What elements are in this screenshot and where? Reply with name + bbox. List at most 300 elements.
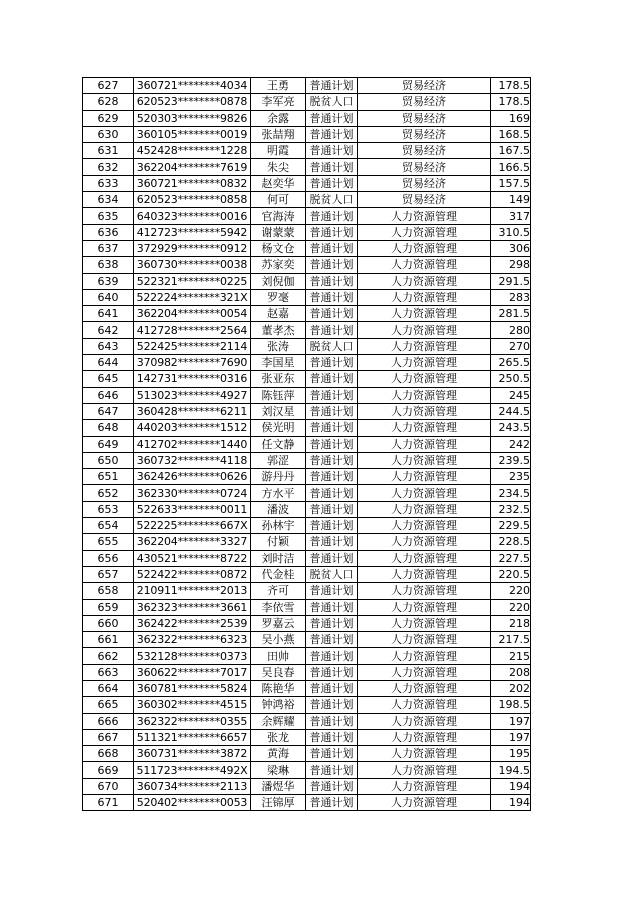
- table-row: [83, 746, 531, 762]
- score-value: 250.5: [491, 371, 531, 387]
- score-value: 157.5: [491, 175, 531, 191]
- score-value: 220: [491, 599, 531, 615]
- plan-type: 普通计划: [306, 355, 358, 371]
- row-number: 645: [83, 371, 134, 387]
- plan-type: 普通计划: [306, 322, 358, 338]
- candidate-name: 朱尖: [251, 159, 306, 175]
- table-row: [83, 501, 531, 517]
- major-name: 人力资源管理: [358, 240, 491, 256]
- major-name: 贸易经济: [358, 110, 491, 126]
- table-row: [83, 518, 531, 534]
- score-value: 220: [491, 583, 531, 599]
- row-number: 648: [83, 420, 134, 436]
- candidate-table-body: [83, 78, 531, 811]
- plan-type: 普通计划: [306, 550, 358, 566]
- major-name: 人力资源管理: [358, 257, 491, 273]
- id-number: 412728********2564: [134, 322, 251, 338]
- plan-type: 普通计划: [306, 273, 358, 289]
- plan-type: 脱贫人口: [306, 338, 358, 354]
- candidate-name: 李军亮: [251, 94, 306, 110]
- table-row: [83, 729, 531, 745]
- id-number: 620523********0878: [134, 94, 251, 110]
- plan-type: 普通计划: [306, 599, 358, 615]
- row-number: 662: [83, 648, 134, 664]
- id-number: 360730********0038: [134, 257, 251, 273]
- major-name: 人力资源管理: [358, 697, 491, 713]
- major-name: 人力资源管理: [358, 729, 491, 745]
- score-value: 149: [491, 192, 531, 208]
- id-number: 362323********3661: [134, 599, 251, 615]
- id-number: 362204********7619: [134, 159, 251, 175]
- plan-type: 普通计划: [306, 680, 358, 696]
- candidate-name: 李依雪: [251, 599, 306, 615]
- id-number: 360734********2113: [134, 778, 251, 794]
- candidate-name: 李国星: [251, 355, 306, 371]
- plan-type: 普通计划: [306, 126, 358, 142]
- id-number: 430521********8722: [134, 550, 251, 566]
- id-number: 513023********4927: [134, 387, 251, 403]
- table-row: [83, 159, 531, 175]
- id-number: 520402********0053: [134, 795, 251, 811]
- id-number: 360302********4515: [134, 697, 251, 713]
- id-number: 362204********0054: [134, 306, 251, 322]
- major-name: 人力资源管理: [358, 338, 491, 354]
- id-number: 522321********0225: [134, 273, 251, 289]
- plan-type: 普通计划: [306, 143, 358, 159]
- id-number: 360731********3872: [134, 746, 251, 762]
- id-number: 522225********667X: [134, 518, 251, 534]
- table-row: [83, 795, 531, 811]
- table-row: [83, 713, 531, 729]
- candidate-name: 董孝杰: [251, 322, 306, 338]
- id-number: 522422********0872: [134, 566, 251, 582]
- table-row: [83, 143, 531, 159]
- plan-type: 普通计划: [306, 795, 358, 811]
- id-number: 522633********0011: [134, 501, 251, 517]
- major-name: 人力资源管理: [358, 762, 491, 778]
- plan-type: 普通计划: [306, 664, 358, 680]
- score-value: 298: [491, 257, 531, 273]
- row-number: 665: [83, 697, 134, 713]
- plan-type: 普通计划: [306, 713, 358, 729]
- major-name: 人力资源管理: [358, 224, 491, 240]
- id-number: 412723********5942: [134, 224, 251, 240]
- candidate-name: 付颖: [251, 534, 306, 550]
- id-number: 360105********0019: [134, 126, 251, 142]
- table-row: [83, 175, 531, 191]
- row-number: 649: [83, 436, 134, 452]
- plan-type: 普通计划: [306, 501, 358, 517]
- candidate-name: 刘倪伽: [251, 273, 306, 289]
- score-value: 229.5: [491, 518, 531, 534]
- id-number: 532128********0373: [134, 648, 251, 664]
- row-number: 668: [83, 746, 134, 762]
- id-number: 370982********7690: [134, 355, 251, 371]
- plan-type: 普通计划: [306, 240, 358, 256]
- table-row: [83, 240, 531, 256]
- table-row: [83, 289, 531, 305]
- candidate-name: 潘煜华: [251, 778, 306, 794]
- row-number: 636: [83, 224, 134, 240]
- plan-type: 普通计划: [306, 224, 358, 240]
- row-number: 655: [83, 534, 134, 550]
- id-number: 362422********2539: [134, 615, 251, 631]
- major-name: 人力资源管理: [358, 452, 491, 468]
- candidate-name: 张涛: [251, 338, 306, 354]
- major-name: 人力资源管理: [358, 680, 491, 696]
- row-number: 670: [83, 778, 134, 794]
- major-name: 人力资源管理: [358, 420, 491, 436]
- score-value: 194: [491, 778, 531, 794]
- major-name: 人力资源管理: [358, 599, 491, 615]
- id-number: 360721********0832: [134, 175, 251, 191]
- row-number: 637: [83, 240, 134, 256]
- plan-type: 普通计划: [306, 534, 358, 550]
- major-name: 人力资源管理: [358, 746, 491, 762]
- candidate-name: 王勇: [251, 78, 306, 94]
- candidate-name: 钟鸿裕: [251, 697, 306, 713]
- table-row: [83, 387, 531, 403]
- major-name: 人力资源管理: [358, 355, 491, 371]
- candidate-name: 任文静: [251, 436, 306, 452]
- score-value: 280: [491, 322, 531, 338]
- row-number: 659: [83, 599, 134, 615]
- row-number: 671: [83, 795, 134, 811]
- score-value: 198.5: [491, 697, 531, 713]
- major-name: 人力资源管理: [358, 795, 491, 811]
- table-row: [83, 485, 531, 501]
- candidate-name: 齐可: [251, 583, 306, 599]
- score-value: 227.5: [491, 550, 531, 566]
- plan-type: 普通计划: [306, 583, 358, 599]
- table-row: [83, 648, 531, 664]
- table-row: [83, 94, 531, 110]
- table-row: [83, 371, 531, 387]
- row-number: 629: [83, 110, 134, 126]
- row-number: 666: [83, 713, 134, 729]
- plan-type: 普通计划: [306, 159, 358, 175]
- plan-type: 普通计划: [306, 632, 358, 648]
- table-row: [83, 338, 531, 354]
- candidate-name: 梁琳: [251, 762, 306, 778]
- candidate-name: 田帅: [251, 648, 306, 664]
- candidate-name: 方水平: [251, 485, 306, 501]
- table-row: [83, 550, 531, 566]
- plan-type: 普通计划: [306, 257, 358, 273]
- candidate-name: 汪锦厚: [251, 795, 306, 811]
- row-number: 650: [83, 452, 134, 468]
- table-row: [83, 78, 531, 94]
- id-number: 520303********9826: [134, 110, 251, 126]
- candidate-name: 张亚东: [251, 371, 306, 387]
- plan-type: 普通计划: [306, 78, 358, 94]
- table-row: [83, 110, 531, 126]
- row-number: 652: [83, 485, 134, 501]
- candidate-name: 罗嘉云: [251, 615, 306, 631]
- candidate-name: 官海涛: [251, 208, 306, 224]
- major-name: 人力资源管理: [358, 778, 491, 794]
- plan-type: 普通计划: [306, 485, 358, 501]
- candidate-name: 潘波: [251, 501, 306, 517]
- candidate-name: 游丹丹: [251, 469, 306, 485]
- plan-type: 普通计划: [306, 371, 358, 387]
- row-number: 663: [83, 664, 134, 680]
- major-name: 人力资源管理: [358, 518, 491, 534]
- score-value: 220.5: [491, 566, 531, 582]
- candidate-name: 赵奕华: [251, 175, 306, 191]
- id-number: 362322********6323: [134, 632, 251, 648]
- table-row: [83, 126, 531, 142]
- major-name: 人力资源管理: [358, 436, 491, 452]
- major-name: 人力资源管理: [358, 469, 491, 485]
- score-value: 317: [491, 208, 531, 224]
- row-number: 656: [83, 550, 134, 566]
- major-name: 人力资源管理: [358, 648, 491, 664]
- candidate-name: 谢蒙蒙: [251, 224, 306, 240]
- score-value: 243.5: [491, 420, 531, 436]
- major-name: 人力资源管理: [358, 550, 491, 566]
- row-number: 644: [83, 355, 134, 371]
- row-number: 627: [83, 78, 134, 94]
- major-name: 人力资源管理: [358, 371, 491, 387]
- candidate-table: [82, 77, 531, 811]
- table-row: [83, 273, 531, 289]
- row-number: 628: [83, 94, 134, 110]
- table-row: [83, 436, 531, 452]
- score-value: 235: [491, 469, 531, 485]
- candidate-name: 余露: [251, 110, 306, 126]
- major-name: 人力资源管理: [358, 403, 491, 419]
- row-number: 643: [83, 338, 134, 354]
- score-value: 270: [491, 338, 531, 354]
- plan-type: 脱贫人口: [306, 94, 358, 110]
- plan-type: 普通计划: [306, 452, 358, 468]
- plan-type: 普通计划: [306, 615, 358, 631]
- score-value: 281.5: [491, 306, 531, 322]
- id-number: 640323********0016: [134, 208, 251, 224]
- candidate-name: 罗毫: [251, 289, 306, 305]
- score-value: 265.5: [491, 355, 531, 371]
- row-number: 647: [83, 403, 134, 419]
- score-value: 208: [491, 664, 531, 680]
- plan-type: 普通计划: [306, 729, 358, 745]
- row-number: 646: [83, 387, 134, 403]
- score-value: 194.5: [491, 762, 531, 778]
- candidate-name: 赵嘉: [251, 306, 306, 322]
- plan-type: 普通计划: [306, 387, 358, 403]
- row-number: 634: [83, 192, 134, 208]
- table-row: [83, 664, 531, 680]
- row-number: 639: [83, 273, 134, 289]
- score-value: 195: [491, 746, 531, 762]
- row-number: 657: [83, 566, 134, 582]
- table-row: [83, 355, 531, 371]
- score-value: 245: [491, 387, 531, 403]
- score-value: 239.5: [491, 452, 531, 468]
- major-name: 人力资源管理: [358, 713, 491, 729]
- major-name: 人力资源管理: [358, 664, 491, 680]
- major-name: 人力资源管理: [358, 615, 491, 631]
- major-name: 贸易经济: [358, 175, 491, 191]
- major-name: 贸易经济: [358, 192, 491, 208]
- major-name: 人力资源管理: [358, 534, 491, 550]
- row-number: 631: [83, 143, 134, 159]
- major-name: 人力资源管理: [358, 306, 491, 322]
- id-number: 412702********1440: [134, 436, 251, 452]
- table-row: [83, 566, 531, 582]
- table-row: [83, 257, 531, 273]
- major-name: 贸易经济: [358, 78, 491, 94]
- candidate-name: 苏家奕: [251, 257, 306, 273]
- major-name: 贸易经济: [358, 159, 491, 175]
- candidate-name: 陈艳华: [251, 680, 306, 696]
- score-value: 197: [491, 729, 531, 745]
- table-row: [83, 208, 531, 224]
- plan-type: 普通计划: [306, 746, 358, 762]
- row-number: 669: [83, 762, 134, 778]
- major-name: 人力资源管理: [358, 387, 491, 403]
- plan-type: 普通计划: [306, 289, 358, 305]
- id-number: 210911********2013: [134, 583, 251, 599]
- candidate-name: 明霞: [251, 143, 306, 159]
- candidate-name: 陈钰萍: [251, 387, 306, 403]
- row-number: 660: [83, 615, 134, 631]
- plan-type: 普通计划: [306, 762, 358, 778]
- plan-type: 普通计划: [306, 697, 358, 713]
- table-row: [83, 192, 531, 208]
- major-name: 人力资源管理: [358, 583, 491, 599]
- candidate-name: 郭涩: [251, 452, 306, 468]
- major-name: 人力资源管理: [358, 485, 491, 501]
- plan-type: 普通计划: [306, 403, 358, 419]
- row-number: 658: [83, 583, 134, 599]
- score-value: 197: [491, 713, 531, 729]
- score-value: 242: [491, 436, 531, 452]
- score-value: 215: [491, 648, 531, 664]
- score-value: 166.5: [491, 159, 531, 175]
- candidate-name: 张喆翔: [251, 126, 306, 142]
- score-value: 234.5: [491, 485, 531, 501]
- score-value: 306: [491, 240, 531, 256]
- id-number: 362204********3327: [134, 534, 251, 550]
- row-number: 651: [83, 469, 134, 485]
- plan-type: 普通计划: [306, 518, 358, 534]
- major-name: 人力资源管理: [358, 208, 491, 224]
- id-number: 620523********0858: [134, 192, 251, 208]
- score-value: 167.5: [491, 143, 531, 159]
- table-row: [83, 778, 531, 794]
- row-number: 667: [83, 729, 134, 745]
- candidate-name: 孙林宇: [251, 518, 306, 534]
- row-number: 638: [83, 257, 134, 273]
- score-value: 218: [491, 615, 531, 631]
- id-number: 511723********492X: [134, 762, 251, 778]
- score-value: 202: [491, 680, 531, 696]
- id-number: 360781********5824: [134, 680, 251, 696]
- major-name: 贸易经济: [358, 126, 491, 142]
- row-number: 640: [83, 289, 134, 305]
- table-row: [83, 599, 531, 615]
- row-number: 653: [83, 501, 134, 517]
- table-row: [83, 224, 531, 240]
- id-number: 142731********0316: [134, 371, 251, 387]
- score-value: 217.5: [491, 632, 531, 648]
- row-number: 661: [83, 632, 134, 648]
- id-number: 360732********4118: [134, 452, 251, 468]
- score-value: 310.5: [491, 224, 531, 240]
- id-number: 522425********2114: [134, 338, 251, 354]
- id-number: 511321********6657: [134, 729, 251, 745]
- candidate-name: 侯光明: [251, 420, 306, 436]
- id-number: 360428********6211: [134, 403, 251, 419]
- candidate-name: 刘时洁: [251, 550, 306, 566]
- row-number: 654: [83, 518, 134, 534]
- score-value: 291.5: [491, 273, 531, 289]
- row-number: 630: [83, 126, 134, 142]
- score-value: 168.5: [491, 126, 531, 142]
- score-value: 178.5: [491, 78, 531, 94]
- candidate-name: 代金桂: [251, 566, 306, 582]
- table-row: [83, 632, 531, 648]
- candidate-name: 何可: [251, 192, 306, 208]
- plan-type: 普通计划: [306, 175, 358, 191]
- id-number: 360622********7017: [134, 664, 251, 680]
- row-number: 664: [83, 680, 134, 696]
- id-number: 362322********0355: [134, 713, 251, 729]
- row-number: 635: [83, 208, 134, 224]
- score-value: 169: [491, 110, 531, 126]
- row-number: 642: [83, 322, 134, 338]
- table-row: [83, 697, 531, 713]
- plan-type: 普通计划: [306, 469, 358, 485]
- table-row: [83, 322, 531, 338]
- candidate-name: 余辉耀: [251, 713, 306, 729]
- table-row: [83, 469, 531, 485]
- id-number: 452428********1228: [134, 143, 251, 159]
- candidate-name: 杨文仓: [251, 240, 306, 256]
- major-name: 人力资源管理: [358, 566, 491, 582]
- table-row: [83, 762, 531, 778]
- plan-type: 普通计划: [306, 436, 358, 452]
- plan-type: 脱贫人口: [306, 192, 358, 208]
- major-name: 人力资源管理: [358, 322, 491, 338]
- plan-type: 普通计划: [306, 648, 358, 664]
- table-row: [83, 680, 531, 696]
- candidate-name: 吴小燕: [251, 632, 306, 648]
- candidate-name: 吴良春: [251, 664, 306, 680]
- id-number: 372929********0912: [134, 240, 251, 256]
- table-row: [83, 403, 531, 419]
- candidate-name: 黄海: [251, 746, 306, 762]
- table-row: [83, 452, 531, 468]
- score-value: 244.5: [491, 403, 531, 419]
- major-name: 人力资源管理: [358, 501, 491, 517]
- row-number: 633: [83, 175, 134, 191]
- table-row: [83, 615, 531, 631]
- candidate-name: 张龙: [251, 729, 306, 745]
- id-number: 362330********0724: [134, 485, 251, 501]
- major-name: 贸易经济: [358, 143, 491, 159]
- table-row: [83, 420, 531, 436]
- row-number: 632: [83, 159, 134, 175]
- plan-type: 普通计划: [306, 208, 358, 224]
- plan-type: 普通计划: [306, 306, 358, 322]
- candidate-name: 刘汉星: [251, 403, 306, 419]
- plan-type: 普通计划: [306, 420, 358, 436]
- major-name: 人力资源管理: [358, 273, 491, 289]
- major-name: 人力资源管理: [358, 632, 491, 648]
- score-value: 178.5: [491, 94, 531, 110]
